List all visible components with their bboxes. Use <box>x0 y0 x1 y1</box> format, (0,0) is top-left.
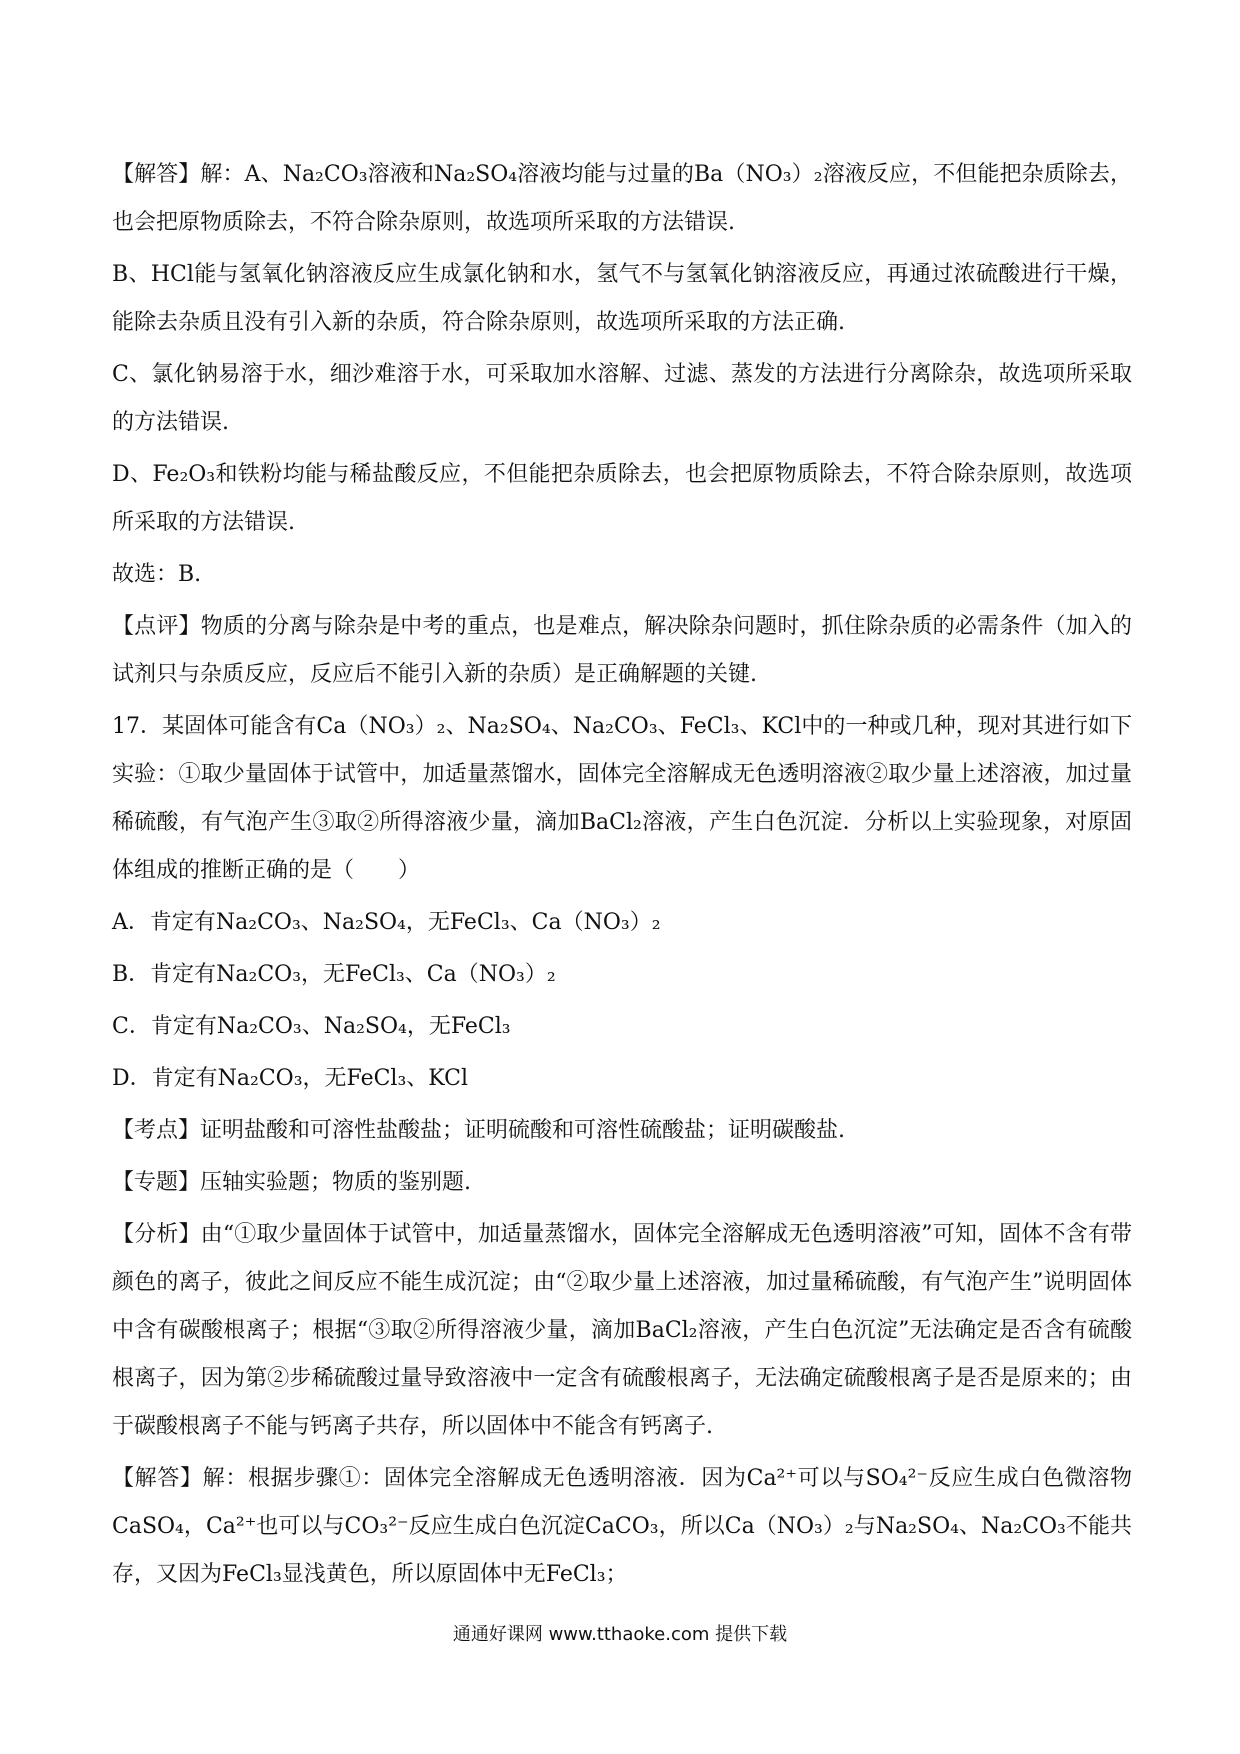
option-d: D．肯定有Na₂CO₃，无FeCl₃、KCl <box>112 1066 468 1091</box>
option-b: B．肯定有Na₂CO₃，无FeCl₃、Ca（NO₃）₂ <box>112 962 556 987</box>
answer-choice: 故选：B. <box>112 562 202 587</box>
analysis-paragraph: 【分析】由“①取少量固体于试管中，加适量蒸馏水，固体完全溶解成无色透明溶液”可知，固体不含有带颜色的离子，彼此之间反应不能生成沉淀；由“②取少量上述溶液，加过量稀硫酸，有气泡产生”说明固体中含有碳酸根离子；根据“③取②所得溶液少量，滴加BaCl₂溶液，产生白色沉淀”无法确定是否含有硫酸根离子，因为第②步稀硫酸过量导致溶液中一定含有硫酸根离子，无法确定硫酸根离子是否是原来的；由于碳酸根离子不能与钙离子共存，所以固体中不能含有钙离子. <box>112 1222 1132 1439</box>
question-17: 17．某固体可能含有Ca（NO₃）₂、Na₂SO₄、Na₂CO₃、FeCl₃、KCl中的一种或几种，现对其进行如下实验：①取少量固体于试管中，加适量蒸馏水，固体完全溶解成无色透明溶液②取少量上述溶液，加过量稀硫酸，有气泡产生③取②所得溶液少量，滴加BaCl₂溶液，产生白色沉淀．分析以上实验现象，对原固体组成的推断正确的是（ ） <box>112 714 1132 883</box>
answer-paragraph-c: C、氯化钠易溶于水，细沙难溶于水，可采取加水溶解、过滤、蒸发的方法进行分离除杂，故选项所采取的方法错误. <box>112 362 1132 435</box>
topic-category: 【专题】压轴实验题；物质的鉴别题. <box>112 1170 471 1195</box>
knowledge-point: 【考点】证明盐酸和可溶性盐酸盐；证明硫酸和可溶性硫酸盐；证明碳酸盐. <box>112 1118 845 1143</box>
document-body <box>112 151 1132 1603</box>
answer-paragraph-a: 【解答】解：A、Na₂CO₃溶液和Na₂SO₄溶液均能与过量的Ba（NO₃）₂溶液反应，不但能把杂质除去，也会把原物质除去，不符合除杂原则，故选项所采取的方法错误. <box>112 162 1132 235</box>
answer-paragraph-d: D、Fe₂O₃和铁粉均能与稀盐酸反应，不但能把杂质除去，也会把原物质除去，不符合除杂原则，故选项所采取的方法错误. <box>112 462 1132 535</box>
comment-paragraph: 【点评】物质的分离与除杂是中考的重点，也是难点，解决除杂问题时，抓住除杂质的必需条件（加入的试剂只与杂质反应，反应后不能引入新的杂质）是正确解题的关键. <box>112 614 1132 687</box>
option-c: C．肯定有Na₂CO₃、Na₂SO₄，无FeCl₃ <box>112 1014 511 1039</box>
page-footer: 通通好课网 www.tthaoke.com 提供下载 <box>452 1624 788 1645</box>
solution-paragraph: 【解答】解：根据步骤①：固体完全溶解成无色透明溶液．因为Ca²⁺可以与SO₄²⁻反应生成白色微溶物CaSO₄，Ca²⁺也可以与CO₃²⁻反应生成白色沉淀CaCO₃，所以Ca（NO₃）₂与Na₂SO₄、Na₂CO₃不能共存，又因为FeCl₃显浅黄色，所以原固体中无FeCl₃； <box>112 1466 1132 1587</box>
option-a: A．肯定有Na₂CO₃、Na₂SO₄，无FeCl₃、Ca（NO₃）₂ <box>112 910 661 935</box>
answer-paragraph-b: B、HCl能与氢氧化钠溶液反应生成氯化钠和水，氢气不与氢氧化钠溶液反应，再通过浓硫酸进行干燥，能除去杂质且没有引入新的杂质，符合除杂原则，故选项所采取的方法正确. <box>112 262 1132 335</box>
options-list <box>112 899 1132 1103</box>
